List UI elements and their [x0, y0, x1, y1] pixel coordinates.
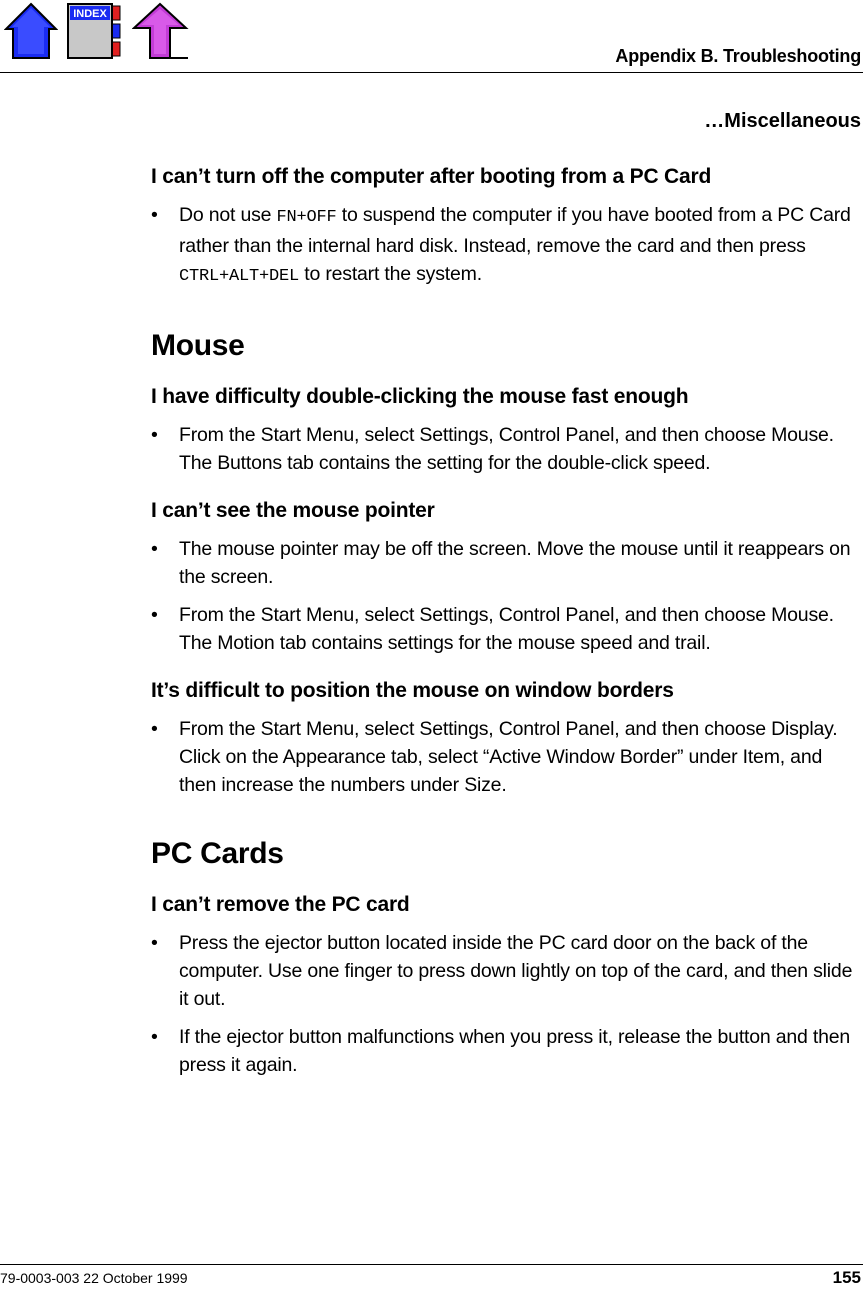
key-combo-ctrl-alt-del: CTRL+ALT+DEL [179, 267, 300, 286]
list-item [151, 601, 863, 657]
topic-title-pc-boot: I can’t turn off the computer after booting from a PC Card [151, 165, 712, 188]
bullet-text: From the Start Menu, select Settings, Control Panel, and then choose Mouse. The Motion tab contains settings for the mouse speed and trail. [179, 604, 834, 654]
list-item [151, 201, 863, 291]
list-item [151, 929, 863, 1013]
section-tag: …Miscellaneous [704, 110, 861, 132]
bullet-glyph: • [151, 538, 158, 560]
bullet-text: Do not use [179, 204, 277, 226]
section-heading-mouse: Mouse [151, 329, 245, 362]
home-icon [4, 2, 58, 60]
bullet-text: to suspend the computer if you have booted from a PC Card rather than the internal hard disk. Instead, remove the card and then press [179, 204, 851, 257]
bullet-text: Press the ejector button located inside the PC card door on the back of the computer. Use one finger to press down lightly on top of the card, and then slide it out. [179, 932, 853, 1010]
bullet-text: From the Start Menu, select Settings, Control Panel, and then choose Display. Click on the Appearance tab, select “Active Window Border” under Item, and then increase the numbers under Size. [179, 718, 838, 796]
key-combo-fn-off: FN+OFF [276, 208, 337, 227]
bullet-text: If the ejector button malfunctions when you press it, release the button and then press it again. [179, 1026, 851, 1076]
page-content [151, 165, 863, 1079]
header-rule [0, 72, 863, 73]
back-button[interactable] [132, 2, 192, 65]
back-arrow-icon [132, 2, 192, 60]
index-icon [66, 2, 124, 60]
topic-title-remove-card: I can’t remove the PC card [151, 893, 410, 916]
running-head: Appendix B. Troubleshooting [615, 46, 861, 66]
topic-title-window-borders: It’s difficult to position the mouse on window borders [151, 679, 674, 702]
bullet-list [151, 715, 863, 799]
list-item [151, 715, 863, 799]
bullet-glyph: • [151, 604, 158, 626]
bullet-glyph: • [151, 718, 158, 740]
footer-rule [0, 1264, 863, 1265]
bullet-text: From the Start Menu, select Settings, Control Panel, and then choose Mouse. The Buttons tab contains the setting for the double-click speed. [179, 424, 834, 474]
bullet-list [151, 421, 863, 477]
topic-title-pointer: I can’t see the mouse pointer [151, 499, 435, 522]
bullet-glyph: • [151, 424, 158, 446]
topic-title-double-click: I have difficulty double-clicking the mouse fast enough [151, 385, 689, 408]
bullet-text: The mouse pointer may be off the screen. Move the mouse until it reappears on the screen. [179, 538, 851, 588]
index-button[interactable] [66, 2, 124, 65]
document-id: 79-0003-003 22 October 1999 [0, 1270, 188, 1286]
index-icon-label: INDEX [73, 8, 107, 20]
home-button[interactable] [4, 2, 58, 65]
section-heading-pc-cards: PC Cards [151, 837, 284, 870]
bullet-glyph: • [151, 932, 158, 954]
list-item [151, 421, 863, 477]
bullet-list [151, 201, 863, 291]
bullet-text: to restart the system. [299, 263, 482, 285]
list-item [151, 1023, 863, 1079]
bullet-glyph: • [151, 204, 158, 226]
bullet-list [151, 535, 863, 657]
bullet-glyph: • [151, 1026, 158, 1048]
bullet-list [151, 929, 863, 1079]
page-number: 155 [832, 1268, 861, 1287]
list-item [151, 535, 863, 591]
